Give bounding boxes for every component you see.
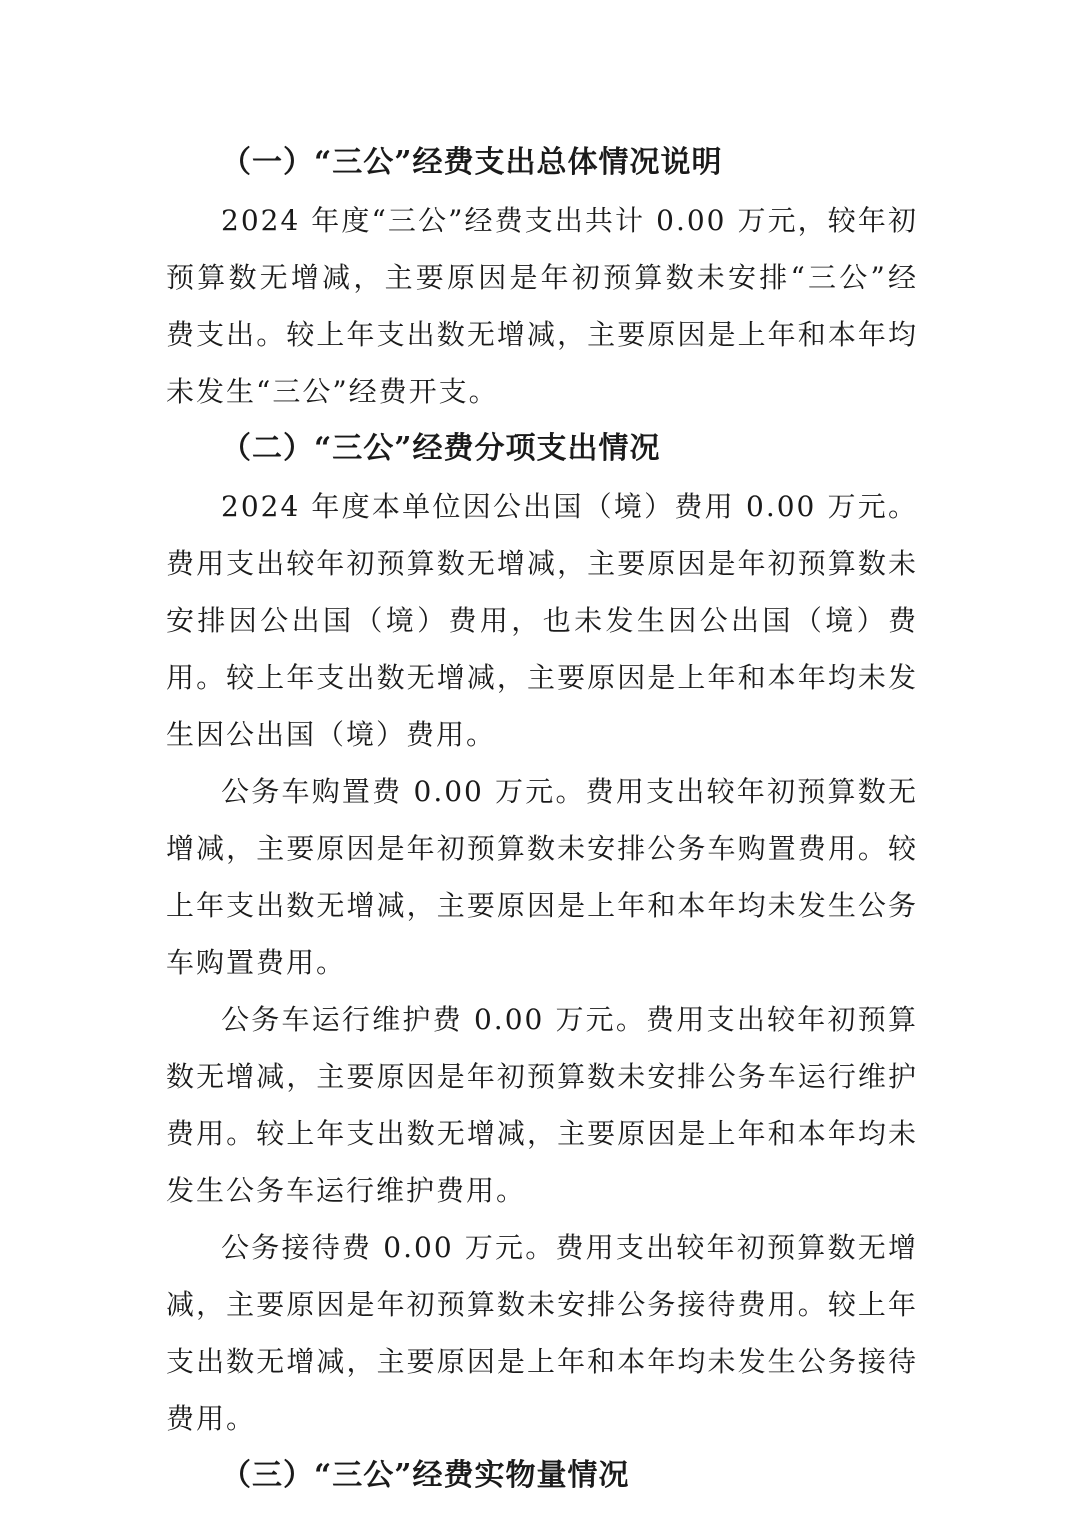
- section-heading-itemized: （二）“三公”经费分项支出情况: [221, 431, 661, 466]
- paragraph-overseas-travel: 2024 年度本单位因公出国（境）费用 0.00 万元。费用支出较年初预算数无增减，主要原因是年初预算数未安排因公出国（境）费用，也未发生因公出国（境）费用。较上年支出数无增减，主要原因是上年和本年均未发生因公出国（境）费用。: [166, 490, 918, 751]
- paragraph-official-reception: 公务接待费 0.00 万元。费用支出较年初预算数无增减，主要原因是年初预算数未安排公务接待费用。较上年支出数无增减，主要原因是上年和本年均未发生公务接待费用。: [166, 1231, 918, 1435]
- document-body: [166, 134, 918, 1505]
- section-heading-overall: （一）“三公”经费支出总体情况说明: [221, 145, 723, 180]
- section-heading-physical: （三）“三公”经费实物量情况: [221, 1458, 630, 1493]
- paragraph-overall: 2024 年度“三公”经费支出共计 0.00 万元，较年初预算数无增减，主要原因是年初预算数未安排“三公”经费支出。较上年支出数无增减，主要原因是上年和本年均未发生“三公”经费开支。: [166, 204, 918, 408]
- paragraph-vehicle-purchase: 公务车购置费 0.00 万元。费用支出较年初预算数无增减，主要原因是年初预算数未安排公务车购置费用。较上年支出数无增减，主要原因是上年和本年均未发生公务车购置费用。: [166, 775, 918, 979]
- paragraph-vehicle-operation: 公务车运行维护费 0.00 万元。费用支出较年初预算数无增减，主要原因是年初预算数未安排公务车运行维护费用。较上年支出数无增减，主要原因是上年和本年均未发生公务车运行维护费用。: [166, 1003, 918, 1207]
